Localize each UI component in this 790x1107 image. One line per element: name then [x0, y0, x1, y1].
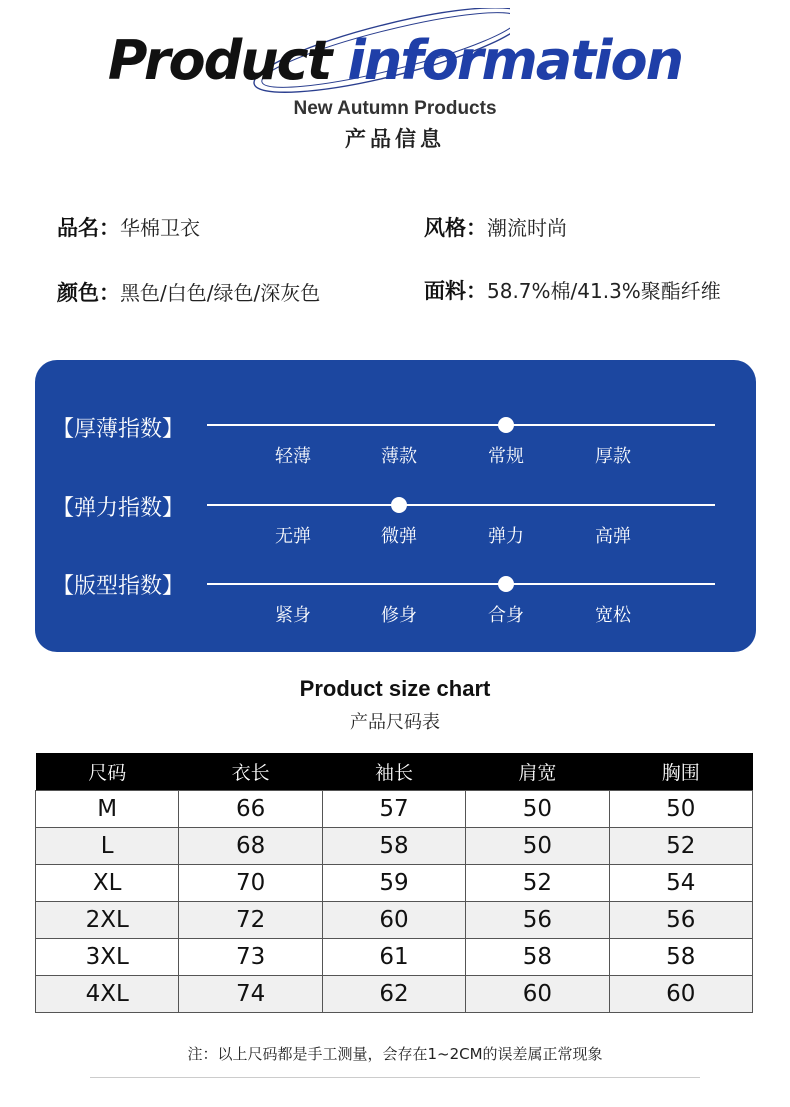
- table-cell: 60: [609, 976, 752, 1013]
- elasticity-index-label: 【弹力指数】: [52, 496, 185, 521]
- info-style: [424, 212, 567, 242]
- fit-option: 宽松: [595, 605, 631, 626]
- measurement-note: 注：以上尺码都是手工测量，会存在1~2CM的误差属正常现象: [187, 1045, 603, 1063]
- table-cell: 3XL: [36, 939, 179, 976]
- header-size: 尺码: [36, 753, 179, 791]
- info-style-label: 风格：: [424, 216, 487, 240]
- elasticity-option: 高弹: [595, 526, 631, 547]
- table-row: [36, 902, 753, 939]
- table-cell: 73: [179, 939, 322, 976]
- info-fabric-value: 58.7%棉/41.3%聚酯纤维: [487, 279, 721, 303]
- table-row: [36, 976, 753, 1013]
- table-cell: 58: [466, 939, 609, 976]
- elasticity-option: 微弹: [381, 526, 417, 547]
- table-cell: 66: [179, 791, 322, 828]
- size-chart-subtitle: 产品尺码表: [350, 712, 440, 733]
- table-cell: 50: [466, 828, 609, 865]
- size-table: [35, 753, 753, 1013]
- table-cell: 4XL: [36, 976, 179, 1013]
- table-cell: 74: [179, 976, 322, 1013]
- thickness-index-track: [207, 424, 715, 426]
- table-cell: 58: [322, 828, 465, 865]
- thickness-option: 轻薄: [275, 446, 311, 467]
- title-word-product: Product: [107, 29, 331, 92]
- table-cell: 58: [609, 939, 752, 976]
- table-cell: 50: [466, 791, 609, 828]
- thickness-option: 薄款: [381, 446, 417, 467]
- fit-index-marker: [498, 576, 514, 592]
- info-product-name: [57, 212, 200, 242]
- table-cell: 56: [609, 902, 752, 939]
- table-cell: 60: [466, 976, 609, 1013]
- title-word-information: information: [347, 29, 683, 92]
- info-color: [57, 277, 320, 307]
- fit-index-label: 【版型指数】: [52, 574, 185, 599]
- fit-option: 紧身: [275, 605, 311, 626]
- table-cell: 70: [179, 865, 322, 902]
- info-name-label: 品名：: [57, 216, 120, 240]
- info-color-value: 黑色/白色/绿色/深灰色: [120, 281, 321, 305]
- table-cell: 50: [609, 791, 752, 828]
- table-cell: 52: [466, 865, 609, 902]
- info-name-value: 华棉卫衣: [120, 216, 200, 240]
- thickness-index-label: 【厚薄指数】: [52, 417, 185, 442]
- fit-index-track: [207, 583, 715, 585]
- table-cell: XL: [36, 865, 179, 902]
- thickness-option: 常规: [488, 446, 524, 467]
- elasticity-index-marker: [391, 497, 407, 513]
- header-sleeve: 袖长: [322, 753, 465, 791]
- table-cell: 59: [322, 865, 465, 902]
- fit-option: 合身: [488, 605, 524, 626]
- table-row: [36, 828, 753, 865]
- table-cell: 72: [179, 902, 322, 939]
- table-cell: L: [36, 828, 179, 865]
- subtitle: New Autumn Products: [293, 98, 497, 119]
- header-shoulder: 肩宽: [466, 753, 609, 791]
- info-color-label: 颜色：: [57, 281, 120, 305]
- size-chart-title: Product size chart: [299, 676, 491, 701]
- bottom-divider: [90, 1077, 700, 1078]
- table-row: [36, 865, 753, 902]
- table-cell: 2XL: [36, 902, 179, 939]
- table-cell: M: [36, 791, 179, 828]
- table-cell: 60: [322, 902, 465, 939]
- table-row: [36, 791, 753, 828]
- elasticity-option: 弹力: [488, 526, 524, 547]
- header-length: 衣长: [179, 753, 322, 791]
- table-cell: 52: [609, 828, 752, 865]
- info-style-value: 潮流时尚: [487, 216, 567, 240]
- info-fabric: [424, 275, 721, 305]
- page-title: [0, 28, 790, 94]
- size-table-header-row: [36, 753, 753, 791]
- table-row: [36, 939, 753, 976]
- info-fabric-label: 面料：: [424, 279, 487, 303]
- table-cell: 68: [179, 828, 322, 865]
- table-cell: 56: [466, 902, 609, 939]
- elasticity-option: 无弹: [275, 526, 311, 547]
- table-cell: 57: [322, 791, 465, 828]
- elasticity-index-track: [207, 504, 715, 506]
- table-cell: 61: [322, 939, 465, 976]
- table-cell: 62: [322, 976, 465, 1013]
- header-chest: 胸围: [609, 753, 752, 791]
- fit-option: 修身: [381, 605, 417, 626]
- thickness-option: 厚款: [595, 446, 631, 467]
- thickness-index-marker: [498, 417, 514, 433]
- table-cell: 54: [609, 865, 752, 902]
- subtitle-chinese: 产品信息: [345, 127, 445, 151]
